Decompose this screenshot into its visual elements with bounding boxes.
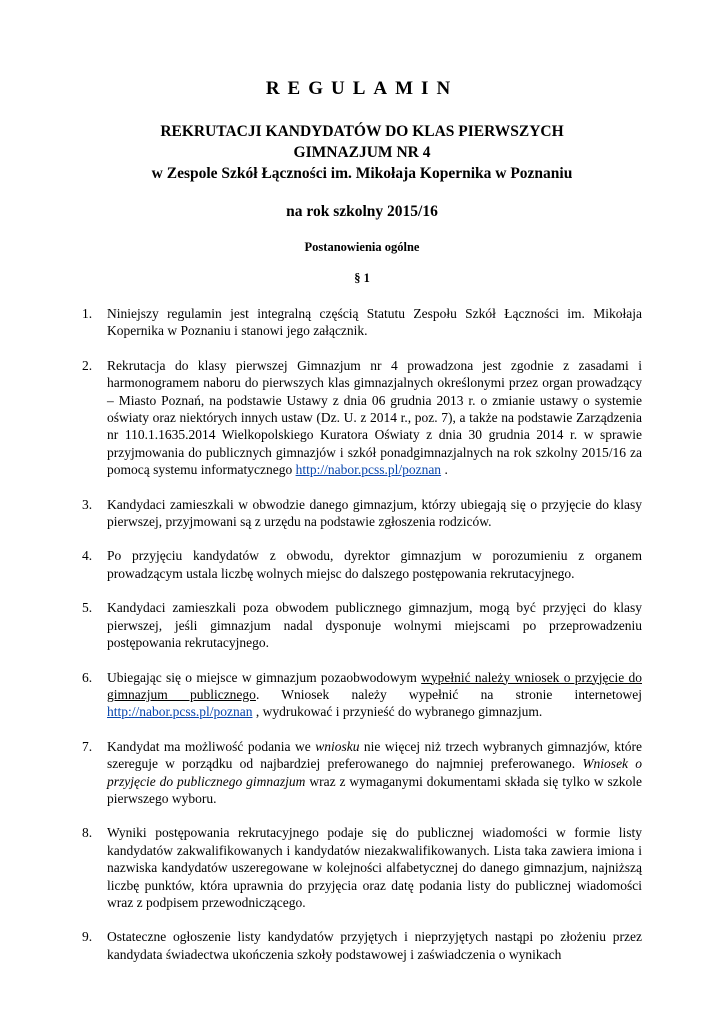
list-item-9 bbox=[82, 928, 642, 963]
item-number: 6. bbox=[82, 669, 93, 685]
item-text-middle: . Wniosek należy wypełnić na stronie internetowej bbox=[255, 686, 642, 702]
item-text: Kandydaci zamieszkali w obwodzie danego gimnazjum, którzy ubiegają się o przyjęcie do klasy pierwszej, przyjmowani są z urzędu na podstawie zgłoszenia rodziców. bbox=[107, 496, 642, 530]
item-text: Wyniki postępowania rekrutacyjnego podaje się do publicznej wiadomości w formie listy kandydatów zakwalifikowanych i kandydatów niezakwalifikowanych. Lista taka zawiera imiona i nazwiska kandydatów uszeregowane w kolejności alfabetycznej do danego gimnazjum, najniższą liczbę punktów, która uprawnia do przyjęcia oraz datę podania listy do publicznej wiadomości wraz z podpisem przewodniczącego. bbox=[107, 825, 642, 910]
school-year: na rok szkolny 2015/16 bbox=[286, 203, 438, 220]
document-title: REGULAMIN bbox=[265, 78, 459, 99]
section-title: Postanowienia ogólne bbox=[304, 240, 420, 254]
nabor-link[interactable]: http://nabor.pcss.pl/poznan bbox=[295, 462, 442, 478]
list-item-7 bbox=[82, 738, 642, 808]
nabor-link[interactable]: http://nabor.pcss.pl/poznan bbox=[107, 704, 253, 720]
subtitle-line-2: GIMNAZJUM NR 4 bbox=[293, 144, 431, 161]
item-number: 4. bbox=[82, 548, 93, 564]
item-text-after: . bbox=[441, 462, 448, 478]
item-text-middle: nie więcej niż trzech wybranych gimnazjów, które szereguje w porządku od najbardziej preferowanego do najmniej preferowanego. bbox=[107, 738, 642, 772]
item-number: 3. bbox=[82, 496, 93, 512]
document-subtitle bbox=[90, 121, 634, 184]
item-number: 7. bbox=[82, 738, 93, 754]
list-item-8 bbox=[82, 824, 642, 911]
item-text-italic: wniosku bbox=[315, 738, 360, 754]
list-item-3 bbox=[82, 496, 642, 531]
item-text-before: Ubiegając się o miejsce w gimnazjum pozaobwodowym bbox=[107, 669, 422, 685]
list-item-4 bbox=[82, 547, 642, 582]
item-number: 1. bbox=[82, 306, 93, 321]
item-text: Kandydaci zamieszkali poza obwodem publicznego gimnazjum, mogą być przyjęci do klasy pierwszej, jeśli gimnazjum nadal dysponuje wolnymi miejscami po przeprowadzeniu postępowania rekrutacyjnego. bbox=[107, 600, 642, 651]
paragraph-mark: § 1 bbox=[354, 271, 370, 285]
list-item-5 bbox=[82, 599, 642, 651]
item-text: Po przyjęciu kandydatów z obwodu, dyrektor gimnazjum w porozumieniu z organem prowadzącym ustala liczbę wolnych miejsc do dalszego postępowania rekrutacyjnego. bbox=[107, 548, 642, 581]
rules-list bbox=[82, 305, 642, 980]
item-number: 8. bbox=[82, 825, 93, 841]
item-text-italic: Wniosek o przyjęcie do publicznego gimnazjum bbox=[107, 756, 643, 789]
item-number: 9. bbox=[82, 929, 93, 945]
item-text: Niniejszy regulamin jest integralną częścią Statutu Zespołu Szkół Łączności im. Mikołaja Kopernika w Poznaniu i stanowi jego załącznik. bbox=[107, 306, 642, 339]
item-number: 2. bbox=[82, 357, 93, 373]
item-text-before: Kandydat ma możliwość podania we bbox=[107, 738, 316, 754]
subtitle-line-3: w Zespole Szkół Łączności im. Mikołaja Kopernika w Poznaniu bbox=[151, 165, 573, 182]
item-number: 5. bbox=[82, 600, 93, 616]
list-item-6 bbox=[82, 669, 642, 721]
list-item-1 bbox=[82, 305, 642, 340]
item-text: Rekrutacja do klasy pierwszej Gimnazjum nr 4 prowadzona jest zgodnie z zasadami i harmonogramem naboru do pierwszych klas gimnazjalnych określonymi przez organ prowadzący – Miasto Poznań, na podstawie Ustawy z dnia 06 grudnia 2013 r. o zmianie ustawy o systemie oświaty oraz niektórych innych ustaw (Dz. U. z 2014 r., poz. 7), a także na podstawie Zarządzenia nr 110.1.1635.2014 Wielkopolskiego Kuratora Oświaty z dnia 30 grudnia 2014 r. w sprawie przyjmowania do publicznych gimnazjów i szkół ponadgimnazjalnych na rok szkolny 2015/16 za pomocą systemu informatycznego bbox=[107, 357, 642, 478]
subtitle-line-1: REKRUTACJI KANDYDATÓW DO KLAS PIERWSZYCH bbox=[160, 123, 564, 140]
item-text-underlined: wypełnić należy wniosek o przyjęcie do gimnazjum publicznego bbox=[107, 669, 642, 702]
list-item-2 bbox=[82, 357, 642, 479]
item-text: Ostateczne ogłoszenie listy kandydatów przyjętych i nieprzyjętych nastąpi po złożeniu przez kandydata świadectwa ukończenia szkoły podstawowej i zaświadczenia o wynikach bbox=[107, 929, 642, 962]
item-text-after: wraz z wymaganymi dokumentami składa się tylko w szkole pierwszego wyboru. bbox=[107, 773, 642, 806]
item-text-after: , wydrukować i przynieść do wybranego gimnazjum. bbox=[252, 704, 543, 720]
